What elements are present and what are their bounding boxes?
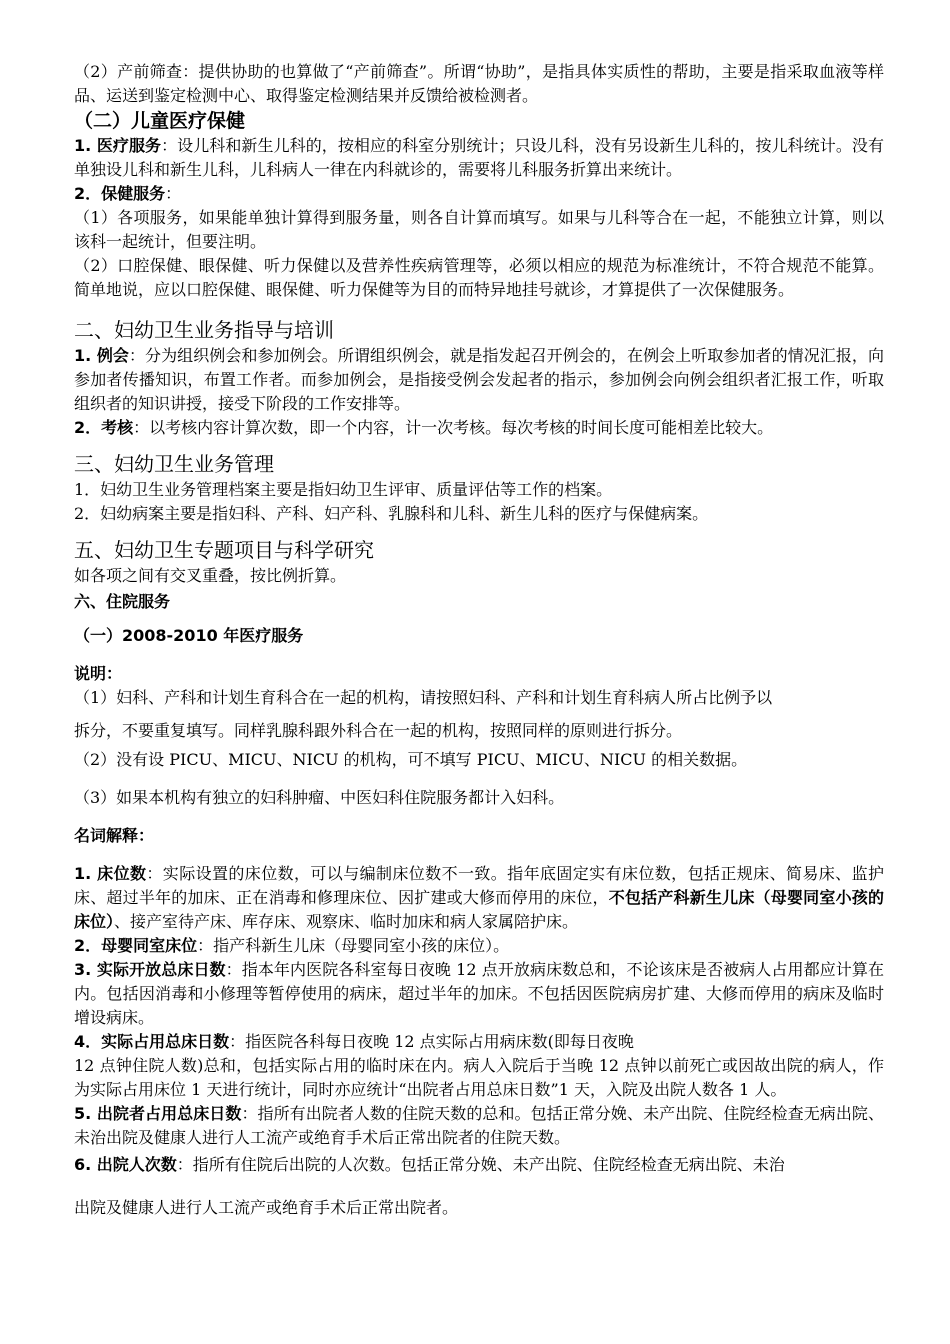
- term-occupied-bed-days-cont: 12 点钟住院人数)总和，包括实际占用的临时床在内。病人入院后于当晚 12 点钟以前死亡或因故出院的病人，作为实际占用床位 1 天进行统计，同时亦应统计“出院者占用总床日数”1 天，入院及出院人数各 1 人。: [74, 1056, 884, 1099]
- note-1a: （1）妇科、产科和计划生育科合在一起的机构，请按照妇科、产科和计划生育科病人所占比例予以: [74, 688, 773, 707]
- term-beds: [74, 862, 884, 934]
- term-discharges-cont: 出院及健康人进行人工流产或绝育手术后正常出院者。: [74, 1198, 459, 1217]
- heading-medical-service-2008-2010: （一）2008-2010 年医疗服务: [74, 626, 304, 645]
- note-2: （2）没有设 PICU、MICU、NICU 的机构，可不填写 PICU、MICU、NICU 的相关数据。: [74, 750, 748, 769]
- item-label: 1. 医疗服务: [74, 136, 162, 155]
- heading-child-healthcare: （二）儿童医疗保健: [74, 110, 246, 132]
- note-1b: 拆分，不要重复填写。同样乳腺科跟外科合在一起的机构，按照同样的原则进行拆分。: [74, 721, 683, 740]
- item-label: 1. 例会: [74, 346, 129, 365]
- item-label: 2．考核: [74, 418, 134, 437]
- term-text: ：指产科新生儿床（母婴同室小孩的床位）。: [197, 936, 510, 955]
- list-item: 2．妇幼病案主要是指妇科、产科、妇产科、乳腺科和儿科、新生儿科的医疗与保健病案。: [74, 504, 709, 523]
- heading-section-3: 三、妇幼卫生业务管理: [74, 452, 274, 476]
- document-page: [74, 60, 884, 1220]
- heading-section-5: 五、妇幼卫生专题项目与科学研究: [74, 538, 374, 562]
- item-meetings: [74, 344, 884, 416]
- heading-section-2: 二、妇幼卫生业务指导与培训: [74, 318, 334, 342]
- term-text: ：指所有出院者人数的住院天数的总和。包括正常分娩、未产出院、住院经检查无病出院、未治出院及健康人进行人工流产或绝育手术后正常出院者的住院天数。: [74, 1104, 884, 1147]
- item-medical-service: [74, 134, 884, 182]
- paragraph-health-service-1: （1）各项服务，如果能单独计算得到服务量，则各自计算而填写。如果与儿科等合在一起，不能独立计算，则以该科一起统计，但要注明。: [74, 208, 884, 251]
- list-item: 1．妇幼卫生业务管理档案主要是指妇幼卫生评审、质量评估等工作的档案。: [74, 480, 613, 499]
- item-text: ：: [165, 184, 182, 203]
- heading-section-6: 六、住院服务: [74, 592, 171, 611]
- terms-label: 名词解释：: [74, 826, 155, 845]
- term-rooming-in-beds: [74, 934, 884, 958]
- term-discharges: [74, 1150, 884, 1180]
- item-label: 2．保健服务: [74, 184, 166, 203]
- term-label: 1. 床位数: [74, 864, 147, 883]
- term-label: 5. 出院者占用总床日数: [74, 1104, 242, 1123]
- term-label: 3. 实际开放总床日数: [74, 960, 226, 979]
- paragraph-prenatal-screening: （2）产前筛查：提供协助的也算做了“产前筛查”。所谓“协助”，是指具体实质性的帮助，主要是指采取血液等样品、运送到鉴定检测中心、取得鉴定检测结果并反馈给被检测者。: [74, 62, 884, 105]
- item-health-service: [74, 182, 884, 206]
- term-text: ：实际设置的床位数，可以与编制床位数不一致。指年底固定实有床位数，包括正规床、简易床、监护床、超过半年的加床、正在消毒和修理床位、因扩建或大修而停用的床位，: [74, 864, 884, 907]
- item-text: ：设儿科和新生儿科的，按相应的科室分别统计；只设儿科，没有另设新生儿科的，按儿科统计。没有单独设儿科和新生儿科，儿科病人一律在内科就诊的，需要将儿科服务折算出来统计。: [74, 136, 884, 179]
- paragraph-health-service-2: （2）口腔保健、眼保健、听力保健以及营养性疾病管理等，必须以相应的规范为标准统计，不符合规范不能算。简单地说，应以口腔保健、眼保健、听力保健等为目的而特异地挂号就诊，才算提供了一次保健服务。: [74, 256, 884, 299]
- term-label: 4．实际占用总床日数: [74, 1032, 230, 1051]
- item-text: ：以考核内容计算次数，即一个内容，计一次考核。每次考核的时间长度可能相差比较大。: [133, 418, 774, 437]
- notes-label: 说明：: [74, 664, 123, 683]
- paragraph-section-5: 如各项之间有交叉重叠，按比例折算。: [74, 566, 347, 585]
- note-3: （3）如果本机构有独立的妇科肿瘤、中医妇科住院服务都计入妇科。: [74, 788, 565, 807]
- item-assessment: [74, 416, 884, 440]
- term-text: ：指所有住院后出院的人次数。包括正常分娩、未产出院、住院经检查无病出院、未治: [176, 1155, 785, 1174]
- term-label: 6. 出院人次数: [74, 1155, 177, 1174]
- term-text: 、接产室待产床、库存床、观察床、临时加床和病人家属陪护床。: [114, 912, 579, 931]
- term-text: ：指医院各科每日夜晚 12 点实际占用病床数(即每日夜晚: [229, 1032, 634, 1051]
- term-occupied-bed-days: [74, 1030, 884, 1054]
- item-text: ：分为组织例会和参加例会。所谓组织例会，就是指发起召开例会的，在例会上听取参加者的情况汇报，向参加者传播知识，布置工作者。而参加例会，是指接受例会发起者的指示，参加例会向例会组织者汇报工作，听取组织者的知识讲授，接受下阶段的工作安排等。: [74, 346, 884, 413]
- term-emphasis: 不包括产科新生儿床（母婴同室小孩的床位）: [74, 888, 884, 931]
- term-open-bed-days: [74, 958, 884, 1030]
- term-text: ：指本年内医院各科室每日夜晚 12 点开放病床数总和，不论该床是否被病人占用都应计算在内。包括因消毒和小修理等暂停使用的病床，超过半年的加床。不包括因医院病房扩建、大修而停用的病床及临时增设病床。: [74, 960, 884, 1027]
- term-discharged-bed-days: [74, 1102, 884, 1150]
- term-label: 2．母婴同室床位: [74, 936, 198, 955]
